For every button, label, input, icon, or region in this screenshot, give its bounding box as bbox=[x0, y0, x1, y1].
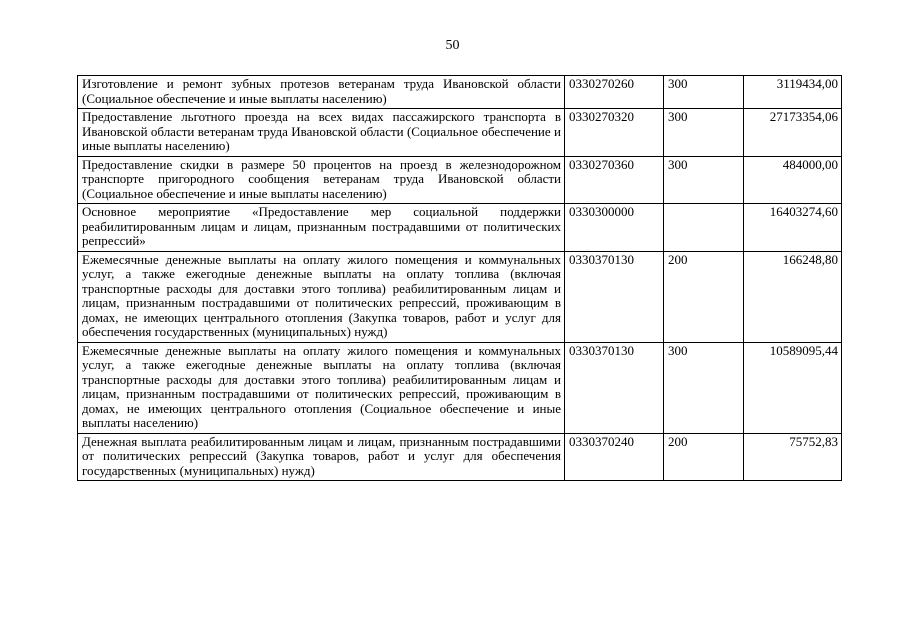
row-description: Ежемесячные денежные выплаты на оплату жилого помещения и коммунальных услуг, а также ежегодные денежные выплаты на оплату топлива (включая транспортные расходы для доставки этого топлива) реабилитированным лицам и лицам, признанным пострадавшими от политических репрессий, проживающим в домах, не имеющих центрального отопления (Социальное обеспечение и иные выплаты населению) bbox=[78, 342, 565, 433]
row-amount: 75752,83 bbox=[744, 433, 842, 481]
row-description: Изготовление и ремонт зубных протезов ветеранам труда Ивановской области (Социальное обеспечение и иные выплаты населению) bbox=[78, 76, 565, 109]
table-row bbox=[78, 433, 842, 481]
row-amount: 166248,80 bbox=[744, 251, 842, 342]
row-description: Основное мероприятие «Предоставление мер социальной поддержки реабилитированным лицам и лицам, признанным пострадавшими от политических репрессий» bbox=[78, 204, 565, 252]
table-row bbox=[78, 204, 842, 252]
row-description: Ежемесячные денежные выплаты на оплату жилого помещения и коммунальных услуг, а также ежегодные денежные выплаты на оплату топлива (включая транспортные расходы для доставки этого топлива) реабилитированным лицам и лицам, признанным пострадавшими от политических репрессий, проживающим в домах, не имеющих центрального отопления (Закупка товаров, работ и услуг для обеспечения государственных (муниципальных) нужд) bbox=[78, 251, 565, 342]
row-target-code: 0330270260 bbox=[565, 76, 664, 109]
table-row bbox=[78, 251, 842, 342]
row-target-code: 0330370240 bbox=[565, 433, 664, 481]
row-target-code: 0330270320 bbox=[565, 109, 664, 157]
row-amount: 27173354,06 bbox=[744, 109, 842, 157]
table-row bbox=[78, 156, 842, 204]
row-expense-type: 300 bbox=[664, 109, 744, 157]
table-row bbox=[78, 76, 842, 109]
row-description: Предоставление скидки в размере 50 процентов на проезд в железнодорожном транспорте пригородного сообщения ветеранам труда Ивановской области (Социальное обеспечение и иные выплаты населению) bbox=[78, 156, 565, 204]
page-number: 50 bbox=[445, 38, 460, 53]
row-amount: 10589095,44 bbox=[744, 342, 842, 433]
row-expense-type: 200 bbox=[664, 433, 744, 481]
row-expense-type: 300 bbox=[664, 342, 744, 433]
row-amount: 16403274,60 bbox=[744, 204, 842, 252]
row-expense-type bbox=[664, 204, 744, 252]
row-expense-type: 300 bbox=[664, 76, 744, 109]
row-amount: 3119434,00 bbox=[744, 76, 842, 109]
row-amount: 484000,00 bbox=[744, 156, 842, 204]
row-expense-type: 200 bbox=[664, 251, 744, 342]
row-expense-type: 300 bbox=[664, 156, 744, 204]
table-row bbox=[78, 342, 842, 433]
row-target-code: 0330370130 bbox=[565, 342, 664, 433]
row-target-code: 0330370130 bbox=[565, 251, 664, 342]
row-target-code: 0330270360 bbox=[565, 156, 664, 204]
budget-table bbox=[77, 75, 842, 481]
row-description: Денежная выплата реабилитированным лицам и лицам, признанным пострадавшими от политических репрессий (Закупка товаров, работ и услуг для обеспечения государственных (муниципальных) нужд) bbox=[78, 433, 565, 481]
row-target-code: 0330300000 bbox=[565, 204, 664, 252]
table-row bbox=[78, 109, 842, 157]
row-description: Предоставление льготного проезда на всех видах пассажирского транспорта в Ивановской области ветеранам труда Ивановской области (Социальное обеспечение и иные выплаты населению) bbox=[78, 109, 565, 157]
